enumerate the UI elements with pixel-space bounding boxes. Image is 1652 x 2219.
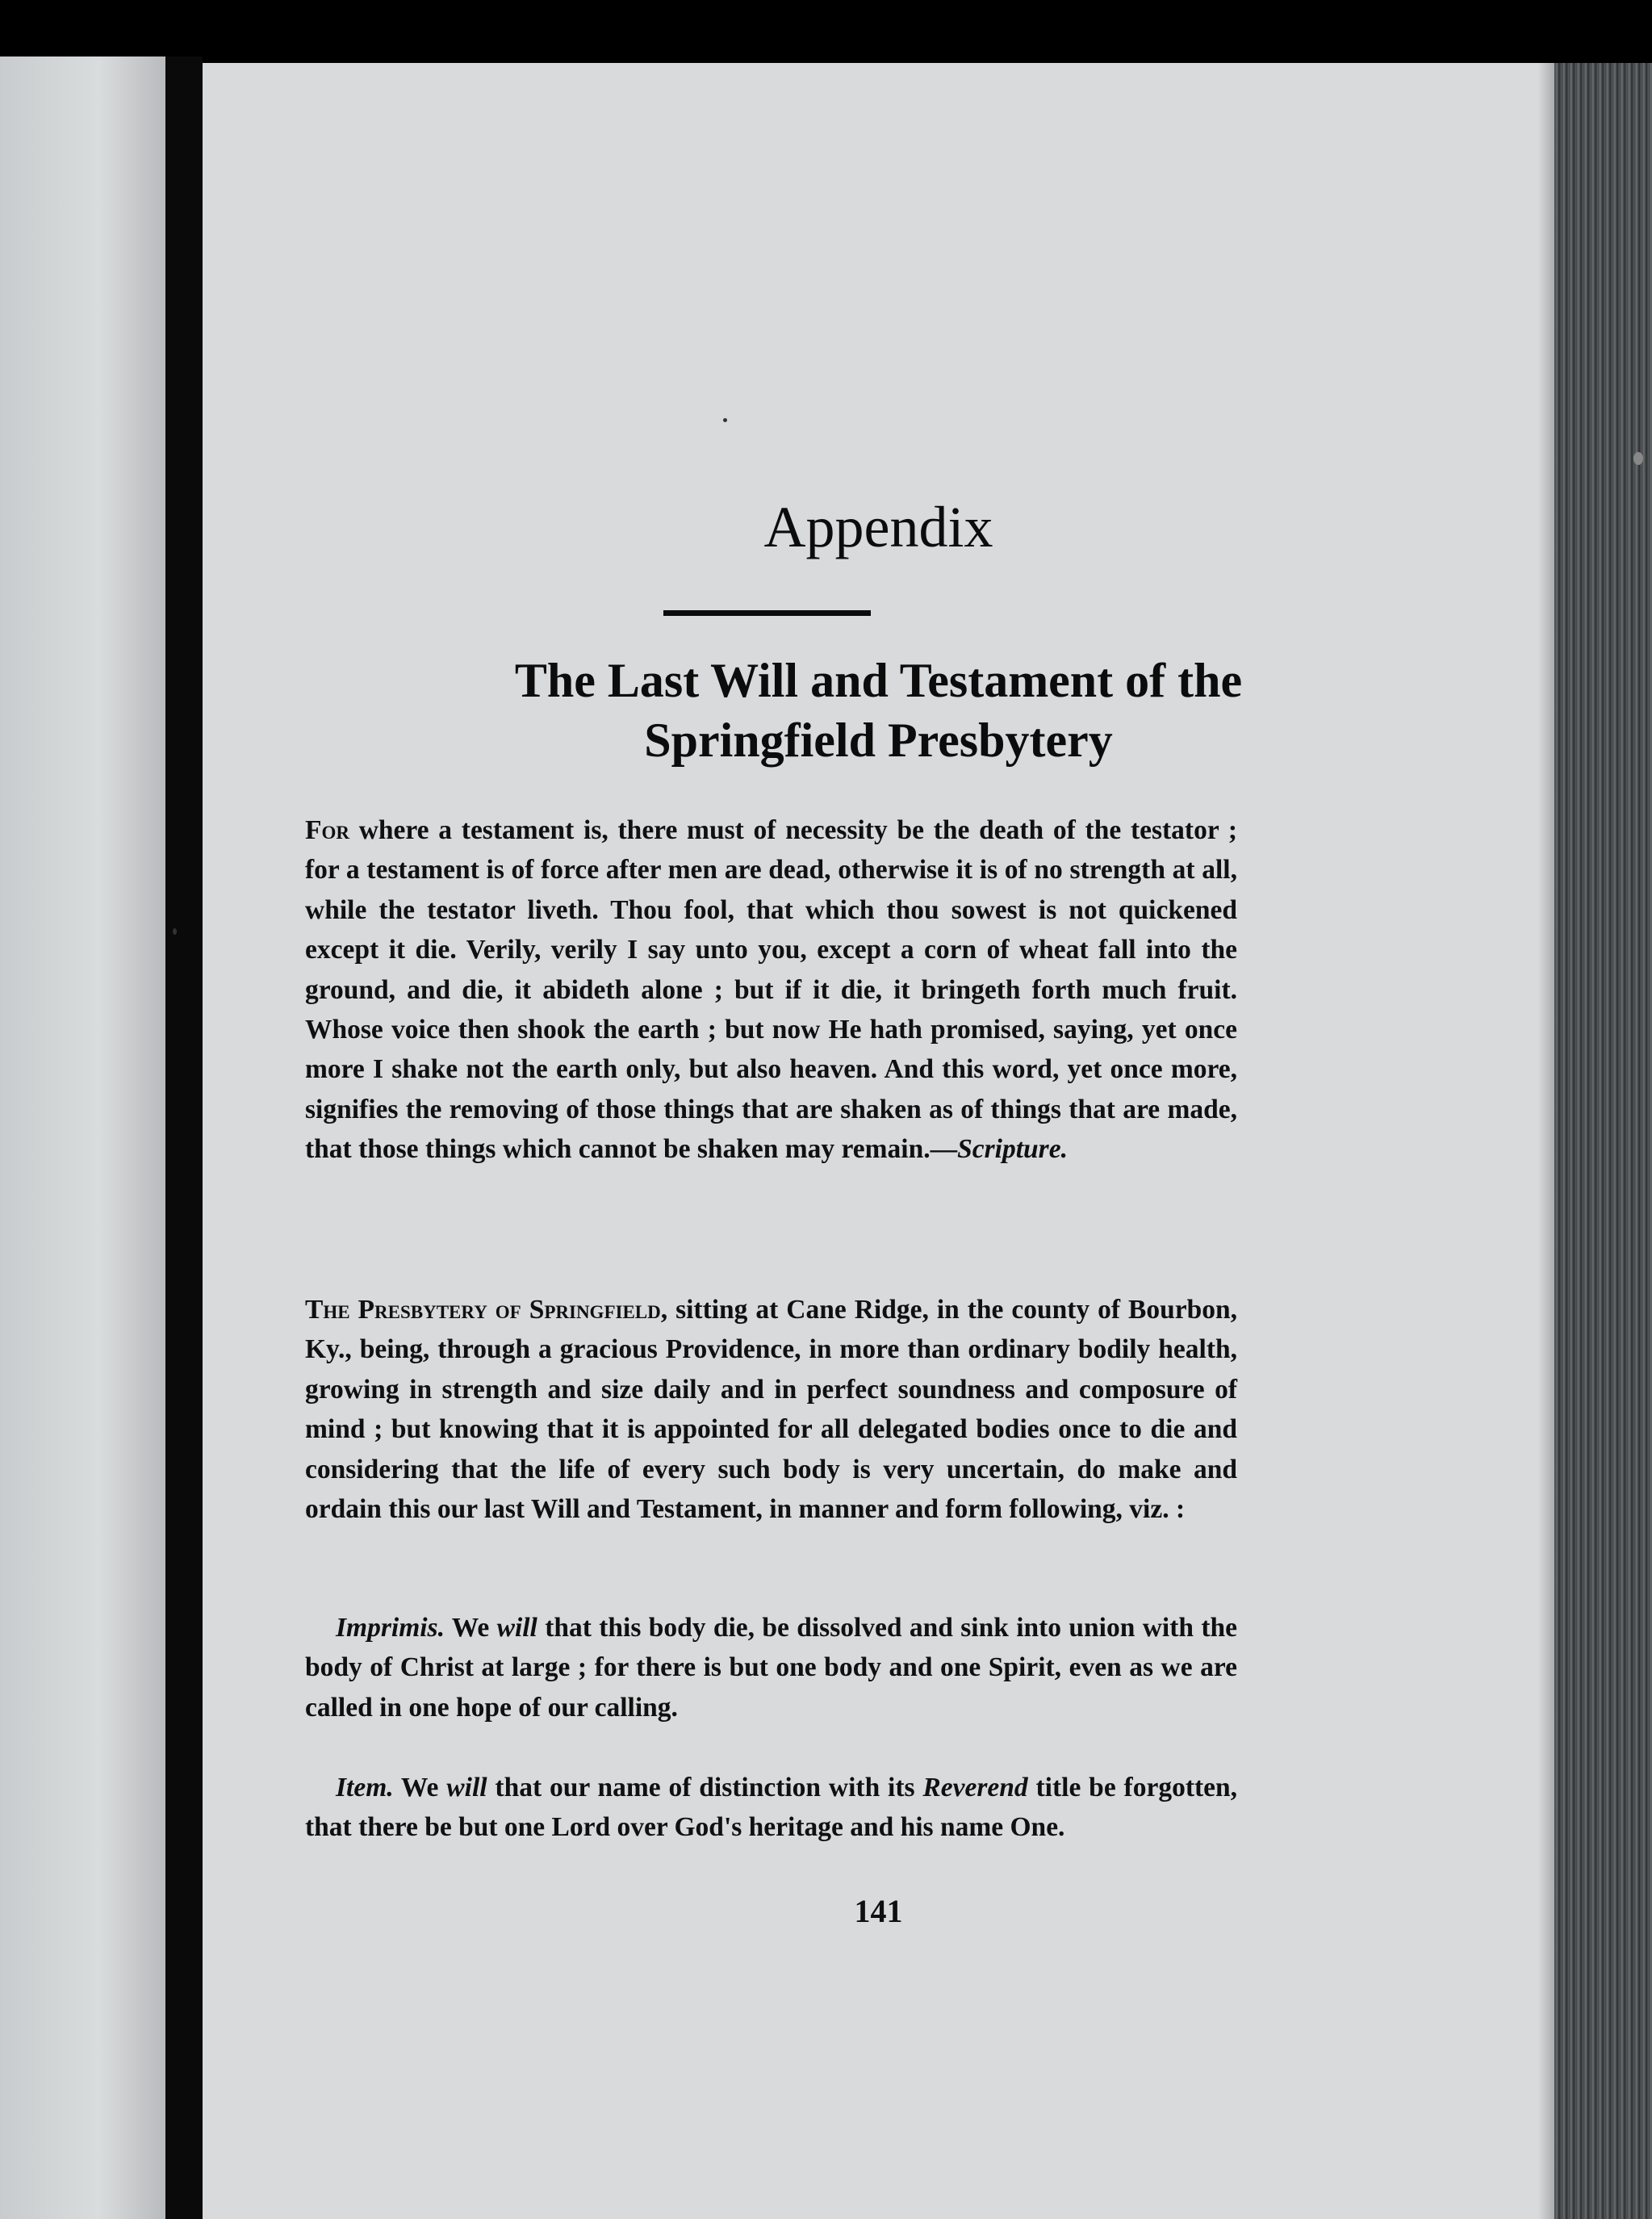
preamble-paragraph: [305, 1290, 1237, 1529]
chapter-heading-line-2: Springfield Presbytery: [644, 714, 1113, 767]
title-rule: [663, 610, 871, 616]
item-pre: We: [393, 1773, 447, 1802]
left-page-edge: [0, 57, 165, 2219]
item-text-2: title be forgotten, that there be but one Lord over God's heritage and his name One.: [305, 1773, 1238, 1843]
page-number: 141: [854, 1893, 903, 1929]
item-reverend: Reverend: [922, 1773, 1028, 1802]
preamble-lead: The Presbytery of Springfield,: [305, 1295, 668, 1325]
dust-speck: [723, 418, 727, 422]
imprimis-paragraph: [305, 1608, 1237, 1727]
epigraph-text: where a testament is, there must of necessity be the death of the testator ; for a testament is of force after men are dead, otherwise it is of no strength at all, while the testator liveth. Thou fool, that which thou sowest is not quickened except it die. Verily, verily I say unto you, except a corn of wheat fall into the ground, and die, it abideth alone ; but if it die, it bringeth forth much fruit. Whose voice then shook the earth ; but now He hath promised, saying, yet once more I shake not the earth only, but also heaven. And this word, yet once more, signifies the removing of those things that are shaken as of things that are made, that those things which cannot be shaken may remain.—: [305, 815, 1237, 1165]
imprimis-pre: We: [444, 1613, 497, 1643]
page-title: Appendix: [763, 495, 993, 559]
item-will: will: [446, 1773, 487, 1802]
scripture-epigraph: [305, 810, 1237, 1170]
epigraph-source: Scripture.: [957, 1134, 1068, 1165]
binding-gutter: [165, 57, 203, 2219]
imprimis-will: will: [496, 1613, 537, 1643]
item-text-1: that our name of distinction with its: [487, 1773, 923, 1802]
right-page-stack-edge: [1554, 63, 1652, 2219]
preamble-text: sitting at Cane Ridge, in the county of Bourbon, Ky., being, through a gracious Providence, in more than ordinary bodily health, growing in strength and size daily and in perfect soundness and composure of mind ; but knowing that it is appointed for all delegated bodies once to die and considering that the life of every such body is very uncertain, do make and ordain this our last Will and Testament, in manner and form following, viz. :: [305, 1295, 1237, 1525]
chapter-heading-line-1: The Last Will and Testament of the: [514, 654, 1243, 707]
chapter-heading: [203, 651, 1554, 770]
imprimis-text: that this body die, be dissolved and sink into union with the body of Christ at large ; for there is but one body and one Spirit, even as we are called in one hope of our calling.: [305, 1613, 1237, 1723]
dust-speck: [1633, 452, 1643, 465]
imprimis-lead: Imprimis.: [336, 1613, 445, 1643]
epigraph-lead: For: [305, 815, 349, 845]
item-lead: Item.: [336, 1773, 394, 1802]
dust-speck: [173, 928, 177, 935]
item-paragraph: [305, 1768, 1237, 1848]
